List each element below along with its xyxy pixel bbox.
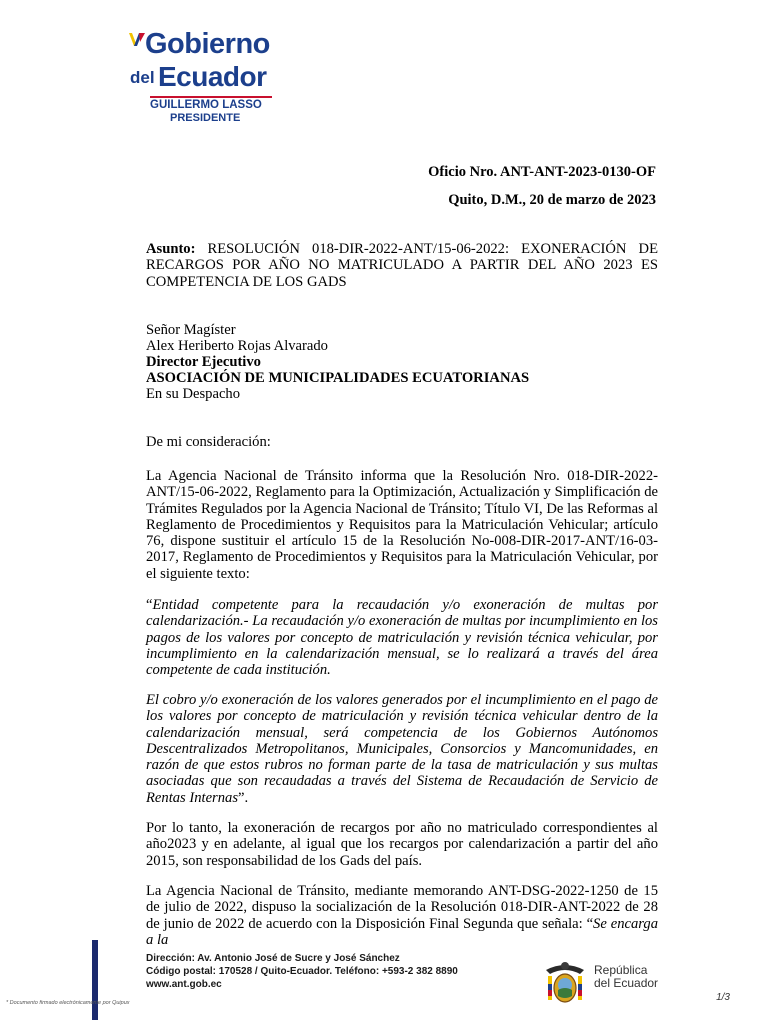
paragraph-3 xyxy=(146,883,658,948)
footer-accent-bar xyxy=(92,940,98,1020)
paragraph-2: Por lo tanto, la exoneración de recargos por año no matriculado correspondientes al año2023 y en adelante, al igual que los recargos por calendarización a partir del año 2015, son responsabilidad de los Gads del país. xyxy=(146,820,658,869)
gobierno-logo xyxy=(120,28,285,126)
logo-president-name: GUILLERMO LASSO xyxy=(150,99,262,111)
quote-paragraph-2 xyxy=(146,692,658,806)
quote-text-1: Entidad competente para la recaudación y/o exoneración de multas por calendarización.- La recaudación y/o exoneración de multas por incumplimiento en los pagos de los valores por concepto de matriculación y revisión técnica vehicular, por incumplimiento en la calendarización mensual, se lo realizará a través del área competente de cada institución. xyxy=(146,597,658,679)
logo-president-title: PRESIDENTE xyxy=(170,112,241,124)
footer-postal-phone: Código postal: 170528 / Quito-Ecuador. Teléfono: +593-2 382 8890 xyxy=(146,966,458,977)
page-number: 1/3 xyxy=(716,992,730,1003)
paragraph-1: La Agencia Nacional de Tránsito informa que la Resolución Nro. 018-DIR-2022-ANT/15-06-2022, Reglamento para la Optimización, Actualización y Simplificación de Trámites Regulados por la Agencia Nacional de Tránsito; Título VI, De las Reformas al Reglamento de Procedimientos y Requisitos para la Matriculación Vehicular; artículo 76, dispone sustituir el artículo 15 de la Resolución No-008-DIR-2017-ANT/16-03-2017, Reglamento de Procedimientos y Requisitos para la Matriculación Vehicular, por el siguiente texto: xyxy=(146,468,658,582)
recipient-closing: En su Despacho xyxy=(146,386,241,402)
logo-gobierno-text: Gobierno xyxy=(145,28,270,60)
paragraph-3-italic: Se encarga a la xyxy=(146,915,659,948)
oficio-number: Oficio Nro. ANT-ANT-2023-0130-OF xyxy=(428,164,656,180)
asunto-label: Asunto: xyxy=(146,241,196,257)
recipient-position: Director Ejecutivo xyxy=(146,354,261,370)
logo-ecuador-text: Ecuador xyxy=(158,61,267,92)
quote-close: ”. xyxy=(238,789,249,806)
recipient-block xyxy=(146,322,658,402)
republica-line2: del Ecuador xyxy=(594,976,659,990)
republica-line1: República xyxy=(594,963,648,977)
logo-del-text: del xyxy=(130,68,155,87)
footer-website[interactable]: www.ant.gob.ec xyxy=(146,979,222,990)
republica-label xyxy=(594,964,658,990)
electronic-signature-note: * Documento firmado electrónicamente por Quipux xyxy=(6,1000,130,1006)
logo-divider xyxy=(150,96,272,98)
recipient-organization: ASOCIACIÓN DE MUNICIPALIDADES ECUATORIANAS xyxy=(146,370,530,386)
asunto xyxy=(146,241,658,290)
quote-paragraph-1 xyxy=(146,597,658,678)
quote-open: “ xyxy=(146,597,153,613)
recipient-title: Señor Magíster xyxy=(146,322,236,338)
quote-text-2: El cobro y/o exoneración de los valores generados por el incumplimiento en el pago de los valores por concepto de matriculación y revisión técnica vehicular dentro de la calendarización mensual, será competencia de los Gobiernos Autónomos Descentralizados Metropolitanos, Municipales, Consorcios y Mancomunidades, en razón de que estos rubros no forman parte de la tasa de matriculación y sus multas asociadas que son recaudadas a través del Sistema de Recaudación de Servicio de Rentas Internas xyxy=(146,692,658,806)
salutation: De mi consideración: xyxy=(146,434,271,450)
coat-of-arms-icon xyxy=(540,958,590,1008)
document-date: Quito, D.M., 20 de marzo de 2023 xyxy=(448,192,656,208)
footer-address: Dirección: Av. Antonio José de Sucre y José Sánchez xyxy=(146,953,400,964)
paragraph-3-text: La Agencia Nacional de Tránsito, mediante memorando ANT-DSG-2022-1250 de 15 de julio de 2022, dispuso la socialización de la Resolución 018-DIR-ANT-2022 de 28 de junio de 2022 de acuerdo con la Disposición Final Segunda que señala: “ xyxy=(146,883,658,932)
recipient-name: Alex Heriberto Rojas Alvarado xyxy=(146,338,328,354)
asunto-text: RESOLUCIÓN 018-DIR-2022-ANT/15-06-2022: EXONERACIÓN DE RECARGOS POR AÑO NO MATRICULADO A PARTIR DEL AÑO 2023 ES COMPETENCIA DE LOS GADS xyxy=(146,241,658,290)
